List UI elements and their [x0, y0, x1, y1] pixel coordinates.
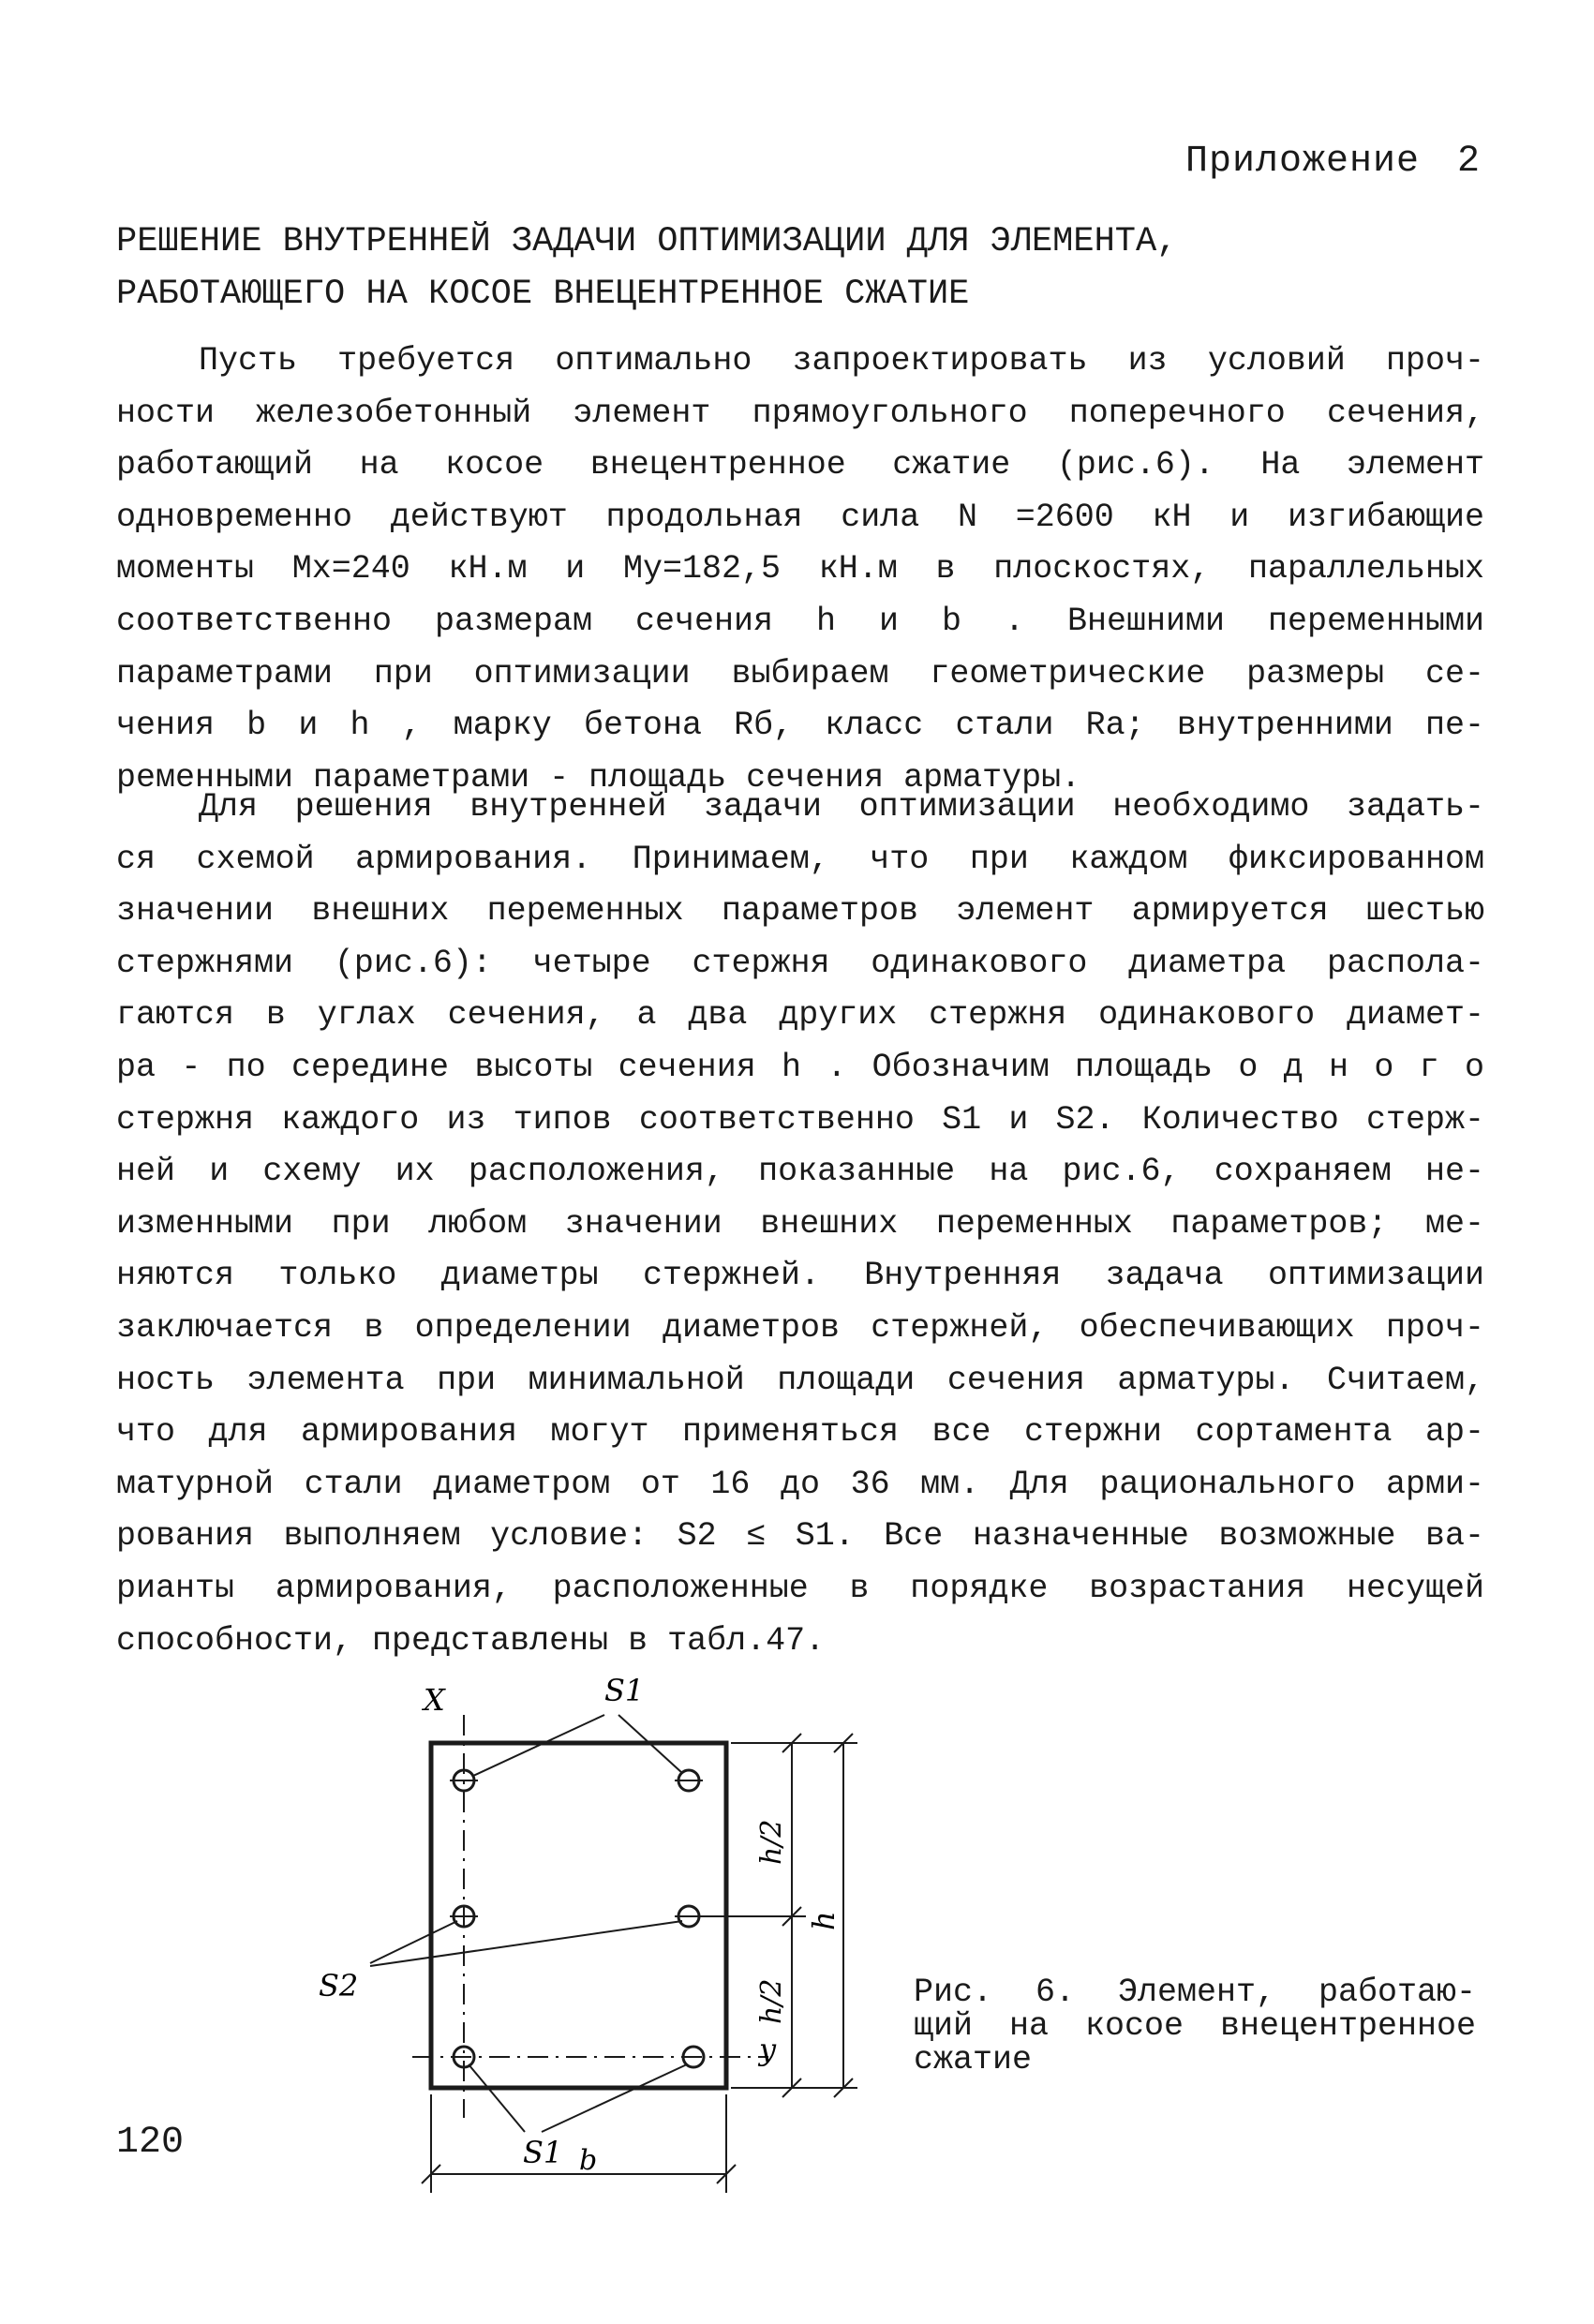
text-line: ра - по середине высоты сечения h . Обозначим площадь о д н о г о — [116, 1048, 1484, 1086]
text-line: Пусть требуется оптимально запроектировать из условий проч- — [199, 342, 1484, 380]
cross-section-diagram — [281, 1649, 937, 2193]
text-line: работающий на косое внецентренное сжатие (рис.6). На элемент — [116, 446, 1484, 484]
text-line: чения b и h , марку бетона Rб, класс стали Ra; внутренними пе- — [116, 707, 1484, 745]
text-line: стержнями (рис.6): четыре стержня одинакового диаметра распола- — [116, 944, 1484, 982]
paragraph-1 — [116, 335, 1484, 804]
text-line: ность элемента при минимальной площади сечения арматуры. Считаем, — [116, 1361, 1484, 1399]
text-line: ся схемой армирования. Принимаем, что при каждом фиксированном — [116, 840, 1484, 878]
height-label: h — [806, 1911, 842, 1930]
appendix-label: Приложение — [1184, 141, 1420, 183]
rebar-s1-top-right — [675, 1770, 703, 1791]
s2-leader — [370, 1921, 682, 1966]
text-line: Для решения внутренней задачи оптимизации необходимо задать- — [199, 788, 1484, 826]
text-line: моменты Mx=240 кН.м и My=182,5 кН.м в плоскостях, параллельных — [116, 550, 1484, 588]
half-height-bottom-label: h/2 — [755, 1978, 788, 2024]
text-line: соответственно размерам сечения h и b . Внешними переменными — [116, 602, 1484, 640]
appendix-number: 2 — [1456, 141, 1481, 183]
text-line: что для армирования могут применяться все стержни сортамента ар- — [116, 1413, 1484, 1452]
paragraph-2 — [116, 782, 1484, 1667]
text-line: одновременно действуют продольная сила N =2600 кН и изгибающие — [116, 498, 1484, 536]
text-line: гаются в углах сечения, а два других стержня одинакового диамет- — [116, 996, 1484, 1035]
cross-section-figure — [281, 1649, 937, 2193]
text-line: ности железобетонный элемент прямоугольного поперечного сечения, — [116, 394, 1484, 432]
text-line: способности, представлены в табл.47. — [116, 1621, 826, 1660]
s1-bottom-leader — [469, 2064, 525, 2132]
caption-line: щий на косое внецентренное — [914, 2007, 1476, 2045]
caption-line: Рис. 6. Элемент, работаю- — [914, 1974, 1476, 2011]
s1-top-label: S1 — [604, 1673, 645, 1708]
text-line: стержня каждого из типов соответственно S1 и S2. Количество стерж- — [116, 1100, 1484, 1139]
title-line: РАБОТАЮЩЕГО НА КОСОЕ ВНЕЦЕНТРЕННОЕ СЖАТИЕ — [116, 275, 970, 314]
half-height-top-label: h/2 — [755, 1819, 788, 1865]
text-line: значении внешних переменных параметров элемент армируется шестью — [116, 892, 1484, 931]
y-axis-label: y — [759, 2032, 777, 2067]
text-line: няются только диаметры стержней. Внутренняя задача оптимизации — [116, 1257, 1484, 1295]
text-line: заключается в определении диаметров стержней, обеспечивающих проч- — [116, 1308, 1484, 1347]
figure-caption — [914, 1975, 1476, 2077]
s2-leader — [370, 1921, 457, 1963]
text-line: ней и схему их расположения, показанные на рис.6, сохраняем не- — [116, 1153, 1484, 1191]
text-line: изменными при любом значении внешних переменных параметров; ме- — [116, 1204, 1484, 1243]
s2-label: S2 — [319, 1968, 359, 2004]
rebar-s2-mid-right — [675, 1906, 703, 1927]
text-line: параметрами при оптимизации выбираем геометрические размеры се- — [116, 654, 1484, 693]
caption-line: сжатие — [914, 2041, 1033, 2078]
s1-bottom-label: S1 — [523, 2135, 563, 2170]
appendix-header — [1125, 141, 1481, 183]
text-line: ременными параметрами - площадь сечения арматуры. — [116, 758, 1081, 797]
text-line: рования выполняем условие: S2 ≤ S1. Все назначенные возможные ва- — [116, 1517, 1484, 1556]
section-title — [116, 216, 1484, 320]
x-axis-label: X — [424, 1682, 445, 1718]
width-label: b — [579, 2144, 598, 2177]
text-line: матурной стали диаметром от 16 до 36 мм. Для рационального арми- — [116, 1465, 1484, 1503]
s1-bottom-leader — [542, 2064, 687, 2132]
title-line: РЕШЕНИЕ ВНУТРЕННЕЙ ЗАДАЧИ ОПТИМИЗАЦИИ ДЛЯ ЭЛЕМЕНТА, — [116, 222, 1178, 261]
text-line: рианты армирования, расположенные в порядке возрастания несущей — [116, 1569, 1484, 1607]
page-number: 120 — [116, 2122, 185, 2164]
